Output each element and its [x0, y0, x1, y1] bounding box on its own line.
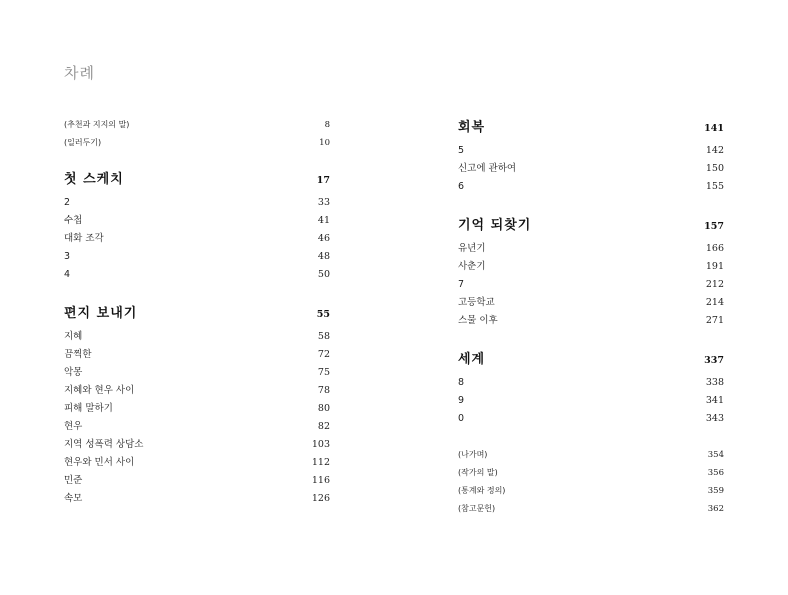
toc-entry-label: 6 [458, 181, 465, 192]
toc-entry-page: 343 [705, 413, 724, 424]
toc-heading-label: 회복 [458, 120, 486, 135]
toc-entry-label: 4 [64, 269, 71, 280]
toc-entry-page: 356 [707, 468, 724, 478]
toc-entry-label: 3 [64, 251, 71, 262]
toc-entry-label: 민준 [64, 475, 83, 486]
toc-entry-label: 신고에 관하여 [458, 163, 517, 174]
toc-entry[interactable] [458, 446, 724, 464]
toc-entry[interactable] [64, 400, 330, 418]
toc-entry-page: 103 [311, 439, 330, 450]
toc-entry-page: 359 [707, 486, 724, 496]
toc-entry[interactable] [458, 142, 724, 160]
toc-entry-page: 48 [317, 251, 330, 262]
toc-entry-label: 0 [458, 413, 465, 424]
toc-entry[interactable] [458, 276, 724, 294]
toc-entry[interactable] [64, 266, 330, 284]
toc-entry-page: 75 [317, 367, 330, 378]
toc-entry-label: 7 [458, 279, 465, 290]
toc-entry-page: 142 [705, 145, 724, 156]
toc-entry-page: 341 [705, 395, 724, 406]
toc-section [458, 116, 724, 196]
toc-entry-label: (일러두기) [64, 138, 102, 147]
toc-entry[interactable] [64, 364, 330, 382]
toc-entry-page: 212 [705, 279, 724, 290]
toc-section-heading[interactable] [458, 116, 724, 140]
toc-entry[interactable] [458, 160, 724, 178]
toc-entry-label: 8 [458, 377, 465, 388]
toc-entry-page: 72 [317, 349, 330, 360]
toc-entry-page: 214 [705, 297, 724, 308]
toc-entry-page: 191 [705, 261, 724, 272]
toc-entry[interactable] [64, 418, 330, 436]
toc-entry-page: 150 [705, 163, 724, 174]
toc-entry-label: 지혜 [64, 331, 83, 342]
toc-entry-label: 지혜와 현우 사이 [64, 385, 135, 396]
toc-entry[interactable] [64, 116, 330, 134]
toc-entry[interactable] [64, 194, 330, 212]
toc-entry-label: 2 [64, 197, 71, 208]
toc-entry-label: 끔찍한 [64, 349, 92, 360]
toc-entry-page: 82 [317, 421, 330, 432]
toc-section-heading[interactable] [64, 168, 330, 192]
toc-entry[interactable] [64, 436, 330, 454]
toc-entry[interactable] [64, 382, 330, 400]
toc-entry-page: 354 [707, 450, 724, 460]
toc-entry[interactable] [64, 346, 330, 364]
toc-section [458, 348, 724, 428]
toc-heading-page: 17 [316, 175, 330, 186]
toc-entry-label: 사춘기 [458, 261, 486, 272]
toc-section [64, 168, 330, 284]
toc-entry-label: (통계와 정의) [458, 486, 506, 495]
toc-entry-label: 현우 [64, 421, 83, 432]
toc-entry-label: 스물 이후 [458, 315, 498, 326]
toc-entry-page: 116 [311, 475, 330, 486]
toc-section [64, 302, 330, 508]
toc-entry-page: 10 [319, 138, 330, 148]
page-title: 차례 [64, 64, 95, 82]
toc-entry-label: (작가의 말) [458, 468, 498, 477]
toc-entry-label: 현우와 민서 사이 [64, 457, 135, 468]
toc-entry-page: 271 [705, 315, 724, 326]
toc-entry[interactable] [458, 258, 724, 276]
toc-entry-label: (참고문헌) [458, 504, 496, 513]
toc-entry[interactable] [64, 248, 330, 266]
toc-entry-label: (나가며) [458, 450, 488, 459]
toc-heading-page: 141 [704, 123, 724, 134]
toc-entry-page: 58 [317, 331, 330, 342]
back-matter [458, 446, 724, 518]
toc-heading-label: 기억 되찾기 [458, 218, 532, 233]
toc-heading-label: 첫 스케치 [64, 172, 124, 187]
toc-left-column [64, 116, 330, 508]
toc-entry-label: (추천과 지지의 말) [64, 120, 130, 129]
toc-entry-label: 지역 성폭력 상담소 [64, 439, 144, 450]
toc-entry[interactable] [458, 392, 724, 410]
toc-section [458, 214, 724, 330]
toc-entry-page: 155 [705, 181, 724, 192]
toc-entry[interactable] [458, 178, 724, 196]
toc-entry[interactable] [64, 134, 330, 152]
toc-section-heading[interactable] [64, 302, 330, 326]
toc-entry[interactable] [458, 410, 724, 428]
toc-entry-label: 대화 조각 [64, 233, 104, 244]
toc-entry-label: 수첩 [64, 215, 83, 226]
toc-entry[interactable] [458, 312, 724, 330]
toc-section-heading[interactable] [458, 348, 724, 372]
toc-entry-label: 악몽 [64, 367, 83, 378]
toc-entry-page: 46 [317, 233, 330, 244]
toc-entry[interactable] [458, 374, 724, 392]
toc-entry-page: 50 [317, 269, 330, 280]
toc-heading-page: 55 [316, 309, 330, 320]
toc-entry-label: 유년기 [458, 243, 486, 254]
toc-entry-label: 고등학교 [458, 297, 495, 308]
toc-entry-page: 112 [311, 457, 330, 468]
toc-entry-page: 338 [705, 377, 724, 388]
toc-heading-page: 337 [704, 355, 724, 366]
toc-right-column [458, 116, 724, 518]
toc-entry[interactable] [458, 500, 724, 518]
toc-entry[interactable] [458, 294, 724, 312]
toc-entry-page: 78 [317, 385, 330, 396]
toc-entry-label: 5 [458, 145, 465, 156]
toc-entry[interactable] [458, 240, 724, 258]
toc-entry[interactable] [64, 454, 330, 472]
toc-heading-page: 157 [704, 221, 724, 232]
toc-entry-page: 41 [317, 215, 330, 226]
toc-entry[interactable] [458, 464, 724, 482]
toc-entry[interactable] [458, 482, 724, 500]
toc-entry[interactable] [64, 212, 330, 230]
toc-entry-label: 속모 [64, 493, 83, 504]
toc-heading-label: 편지 보내기 [64, 306, 138, 321]
toc-entry-page: 166 [705, 243, 724, 254]
toc-entry[interactable] [64, 230, 330, 248]
toc-entry[interactable] [64, 490, 330, 508]
toc-entry[interactable] [64, 328, 330, 346]
toc-section-heading[interactable] [458, 214, 724, 238]
toc-entry-page: 80 [317, 403, 330, 414]
toc-entry-page: 362 [707, 504, 724, 514]
toc-entry-page: 126 [311, 493, 330, 504]
toc-entry-label: 피해 말하기 [64, 403, 113, 414]
toc-entry-page: 33 [317, 197, 330, 208]
toc-entry[interactable] [64, 472, 330, 490]
front-matter [64, 116, 330, 152]
toc-heading-label: 세계 [458, 352, 486, 367]
toc-entry-page: 8 [324, 120, 330, 130]
toc-entry-label: 9 [458, 395, 465, 406]
